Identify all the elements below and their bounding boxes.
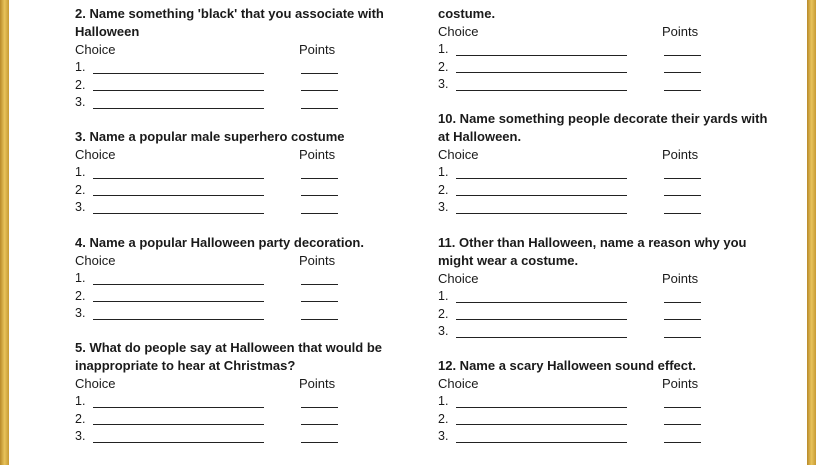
choice-blank[interactable] [456, 318, 627, 320]
answer-row [438, 288, 778, 306]
points-blank[interactable] [301, 406, 338, 408]
choice-blank[interactable] [93, 212, 264, 214]
answer-row [438, 41, 778, 59]
points-header: Points [662, 271, 699, 286]
choice-blank[interactable] [93, 177, 264, 179]
answer-number: 1. [438, 289, 449, 303]
answer-row [75, 270, 415, 288]
choice-blank[interactable] [456, 177, 627, 179]
choice-blank[interactable] [456, 301, 627, 303]
points-blank[interactable] [664, 194, 701, 196]
answer-number: 1. [75, 60, 86, 74]
points-blank[interactable] [664, 441, 701, 443]
answer-row [438, 182, 778, 200]
answer-number: 1. [75, 394, 86, 408]
question-title: 3. Name a popular male superhero costume [75, 129, 345, 144]
answer-row [438, 428, 778, 446]
choice-blank[interactable] [456, 423, 627, 425]
choice-blank[interactable] [456, 406, 627, 408]
answer-row [75, 77, 415, 95]
points-header: Points [662, 24, 699, 39]
choice-blank[interactable] [93, 318, 264, 320]
points-blank[interactable] [664, 71, 701, 73]
points-blank[interactable] [664, 423, 701, 425]
answer-number: 3. [75, 95, 86, 109]
choice-blank[interactable] [93, 441, 264, 443]
points-header: Points [662, 376, 699, 391]
answer-header [75, 375, 415, 393]
answer-row [75, 428, 415, 446]
answer-header [438, 270, 778, 288]
points-blank[interactable] [664, 301, 701, 303]
answer-number: 2. [75, 182, 86, 197]
choice-header: Choice [438, 147, 479, 162]
question-title: 4. Name a popular Halloween party decoration. [75, 235, 364, 250]
choice-blank[interactable] [93, 300, 264, 302]
points-blank[interactable] [301, 423, 338, 425]
points-blank[interactable] [301, 194, 338, 196]
answer-number: 3. [438, 324, 449, 338]
points-header: Points [299, 42, 336, 57]
choice-blank[interactable] [93, 194, 264, 196]
choice-blank[interactable] [93, 107, 264, 109]
points-blank[interactable] [664, 212, 701, 214]
answer-number: 1. [438, 165, 449, 179]
points-blank[interactable] [301, 283, 338, 285]
answer-header [438, 23, 778, 41]
choice-blank[interactable] [93, 283, 264, 285]
choice-blank[interactable] [456, 194, 627, 196]
gold-border-right [807, 0, 816, 465]
question-title: 10. Name something people decorate their yards with at Halloween. [438, 111, 768, 144]
choice-header: Choice [75, 42, 116, 57]
answer-row [75, 164, 415, 182]
choice-blank[interactable] [456, 212, 627, 214]
points-blank[interactable] [664, 89, 701, 91]
choice-header: Choice [75, 376, 116, 391]
points-blank[interactable] [301, 89, 338, 91]
points-blank[interactable] [664, 177, 701, 179]
choice-header: Choice [438, 271, 479, 286]
answer-row [75, 411, 415, 429]
points-blank[interactable] [301, 107, 338, 109]
question-title: 2. Name something 'black' that you associate with Halloween [75, 6, 384, 39]
points-blank[interactable] [301, 300, 338, 302]
question-block [75, 234, 415, 323]
answer-number: 2. [438, 306, 449, 321]
answer-number: 3. [75, 306, 86, 320]
question-block [75, 5, 415, 112]
choice-header: Choice [438, 376, 479, 391]
answer-row [438, 393, 778, 411]
answer-number: 2. [75, 411, 86, 426]
points-blank[interactable] [664, 406, 701, 408]
points-blank[interactable] [664, 54, 701, 56]
question-title: 11. Other than Halloween, name a reason why you might wear a costume. [438, 235, 747, 268]
choice-blank[interactable] [456, 336, 627, 338]
answer-number: 2. [75, 77, 86, 92]
choice-blank[interactable] [456, 89, 627, 91]
question-title: costume. [438, 6, 496, 21]
question-title: 12. Name a scary Halloween sound effect. [438, 358, 696, 373]
answer-row [438, 164, 778, 182]
question-title: 5. What do people say at Halloween that would be inappropriate to hear at Christmas? [75, 340, 382, 373]
answer-number: 1. [438, 394, 449, 408]
answer-number: 1. [75, 271, 86, 285]
answer-row [75, 94, 415, 112]
answer-row [438, 411, 778, 429]
answer-row [75, 182, 415, 200]
answer-row [75, 199, 415, 217]
points-header: Points [662, 147, 699, 162]
answer-number: 2. [438, 59, 449, 74]
answer-header [438, 146, 778, 164]
question-block [75, 339, 415, 446]
answer-number: 2. [438, 411, 449, 426]
choice-blank[interactable] [93, 406, 264, 408]
points-blank[interactable] [664, 318, 701, 320]
question-block [75, 128, 415, 217]
points-header: Points [299, 253, 336, 268]
question-block [438, 234, 778, 341]
points-blank[interactable] [301, 212, 338, 214]
answer-header [75, 146, 415, 164]
points-blank[interactable] [301, 318, 338, 320]
choice-blank[interactable] [93, 423, 264, 425]
choice-header: Choice [75, 253, 116, 268]
answer-row [438, 59, 778, 77]
choice-blank[interactable] [456, 441, 627, 443]
answer-number: 3. [438, 200, 449, 214]
choice-blank[interactable] [93, 72, 264, 74]
points-blank[interactable] [664, 336, 701, 338]
answer-row [75, 305, 415, 323]
question-block [438, 110, 778, 217]
points-blank[interactable] [301, 177, 338, 179]
points-header: Points [299, 147, 336, 162]
answer-row [438, 199, 778, 217]
choice-header: Choice [75, 147, 116, 162]
choice-blank[interactable] [456, 71, 627, 73]
answer-row [75, 59, 415, 77]
answer-number: 3. [75, 429, 86, 443]
answer-number: 3. [438, 77, 449, 91]
answer-row [438, 76, 778, 94]
points-header: Points [299, 376, 336, 391]
answer-header [75, 41, 415, 59]
answer-header [75, 252, 415, 270]
answer-number: 3. [438, 429, 449, 443]
question-block [438, 5, 778, 94]
choice-blank[interactable] [456, 54, 627, 56]
answer-row [438, 306, 778, 324]
choice-header: Choice [438, 24, 479, 39]
answer-number: 3. [75, 200, 86, 214]
answer-row [438, 323, 778, 341]
answer-number: 2. [438, 182, 449, 197]
answer-header [438, 375, 778, 393]
answer-number: 1. [438, 42, 449, 56]
gold-border-left [0, 0, 9, 465]
answer-row [75, 288, 415, 306]
answer-number: 1. [75, 165, 86, 179]
choice-blank[interactable] [93, 89, 264, 91]
points-blank[interactable] [301, 72, 338, 74]
answer-row [75, 393, 415, 411]
question-block [438, 357, 778, 446]
points-blank[interactable] [301, 441, 338, 443]
answer-number: 2. [75, 288, 86, 303]
